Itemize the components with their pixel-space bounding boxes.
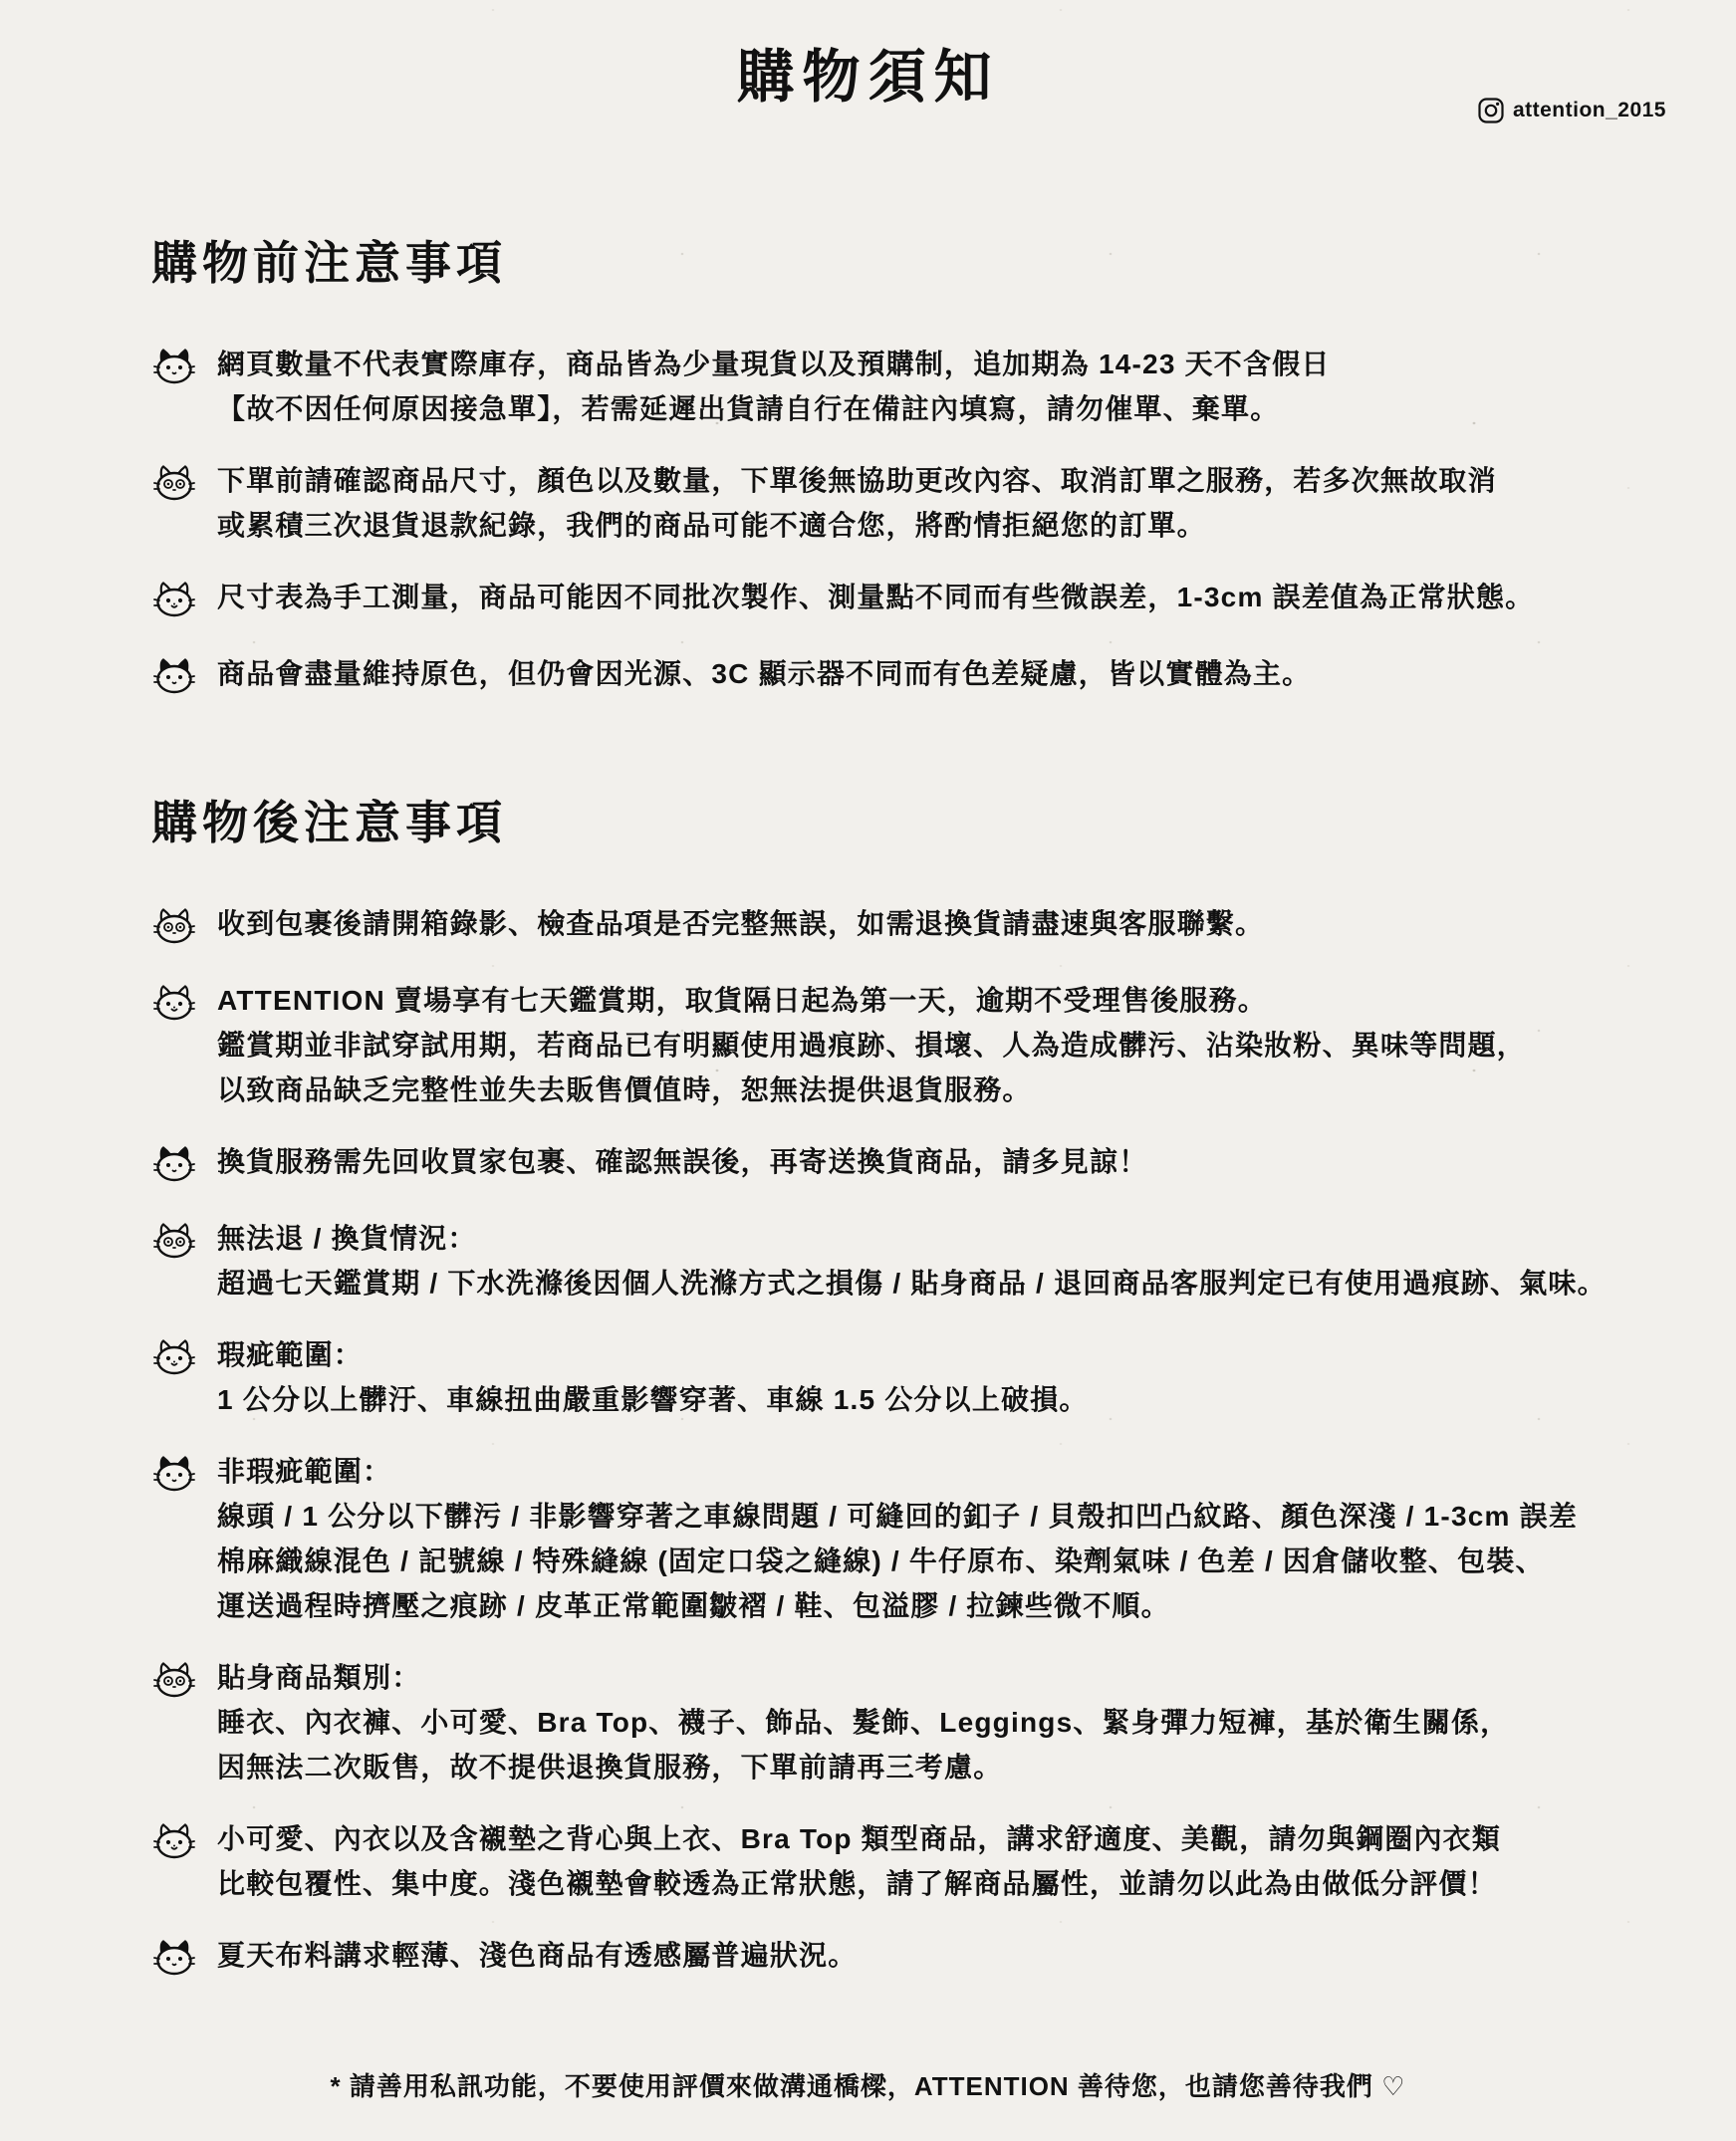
cat-plain-cat-face-icon — [151, 1335, 197, 1382]
cat-plain-cat-face-icon — [151, 578, 197, 624]
notice-item — [151, 1139, 1666, 1189]
notice-item — [151, 978, 1666, 1112]
cat-patch-ears-cat-face-icon — [151, 1452, 197, 1499]
notice-content — [0, 237, 1736, 1983]
notice-item — [151, 1332, 1666, 1422]
notice-section-1 — [151, 237, 1666, 701]
notice-item-text: 夏天布料講求輕薄、淺色商品有透感屬普遍狀況。 — [217, 1939, 858, 1971]
notice-item — [151, 1816, 1666, 1906]
notice-item-text: 非瑕疵範圍： 線頭 / 1 公分以下髒污 / 非影響穿著之車線問題 / 可縫回的釦子 / 貝殼扣凹凸紋路、顏色深淺 / 1-3cm 誤差 棉麻織線混色 / 記號線 / 特殊縫線 (固定口袋之縫線) / 牛仔原布、染劑氣味 / 色差 / 因倉儲收整、包裝、 運送過程時擠壓之痕跡 / 皮革正常範圍皺褶 / 鞋、包溢膠 / 拉鍊些微不順。 — [217, 1455, 1578, 1621]
notice-item — [151, 1655, 1666, 1789]
cat-plain-cat-face-icon — [151, 1819, 197, 1866]
notice-item — [151, 1933, 1666, 1983]
cat-patch-ears-cat-face-icon — [151, 1936, 197, 1983]
section-heading: 購物後注意事項 — [151, 796, 507, 848]
notice-item-text: 尺寸表為手工測量，商品可能因不同批次製作、測量點不同而有些微誤差，1-3cm 誤差值為正常狀態。 — [217, 581, 1535, 612]
notice-item-text: 收到包裹後請開箱錄影、檢查品項是否完整無誤，如需退換貨請盡速與客服聯繫。 — [217, 907, 1265, 939]
notice-item — [151, 1449, 1666, 1628]
notice-section-2 — [151, 797, 1666, 1983]
notice-item-text: 換貨服務需先回收買家包裹、確認無誤後，再寄送換貨商品，請多見諒！ — [217, 1145, 1148, 1177]
notice-item — [151, 1216, 1666, 1306]
cat-goggle-eyes-cat-face-icon — [151, 1219, 197, 1266]
notice-item-text: 商品會盡量維持原色，但仍會因光源、3C 顯示器不同而有色差疑慮，皆以實體為主。 — [217, 657, 1312, 689]
notice-item — [151, 342, 1666, 431]
cat-goggle-eyes-cat-face-icon — [151, 1658, 197, 1705]
notice-item — [151, 575, 1666, 624]
page-title: 購物須知 — [736, 45, 1000, 110]
cat-plain-cat-face-icon — [151, 981, 197, 1028]
notice-item — [151, 901, 1666, 951]
cat-goggle-eyes-cat-face-icon — [151, 904, 197, 951]
notice-item-text: 小可愛、內衣以及含襯墊之背心與上衣、Bra Top 類型商品，講求舒適度、美觀，請勿與鋼圈內衣類 比較包覆性、集中度。淺色襯墊會較透為正常狀態，請了解商品屬性，並請勿以此為由做低分評價！ — [217, 1822, 1502, 1899]
instagram-handle: attention_2015 — [1512, 99, 1666, 121]
notice-item-text: 無法退 / 換貨情況： 超過七天鑑賞期 / 下水洗滌後因個人洗滌方式之損傷 / 貼身商品 / 退回商品客服判定已有使用過痕跡、氣味。 — [217, 1222, 1607, 1299]
footer-note: * 請善用私訊功能，不要使用評價來做溝通橋樑，ATTENTION 善待您，也請您善待我們 ♡ — [330, 2070, 1406, 2101]
notice-item-text: 瑕疵範圍： 1 公分以上髒汙、車線扭曲嚴重影響穿著、車線 1.5 公分以上破損。 — [217, 1338, 1089, 1415]
cat-patch-ears-cat-face-icon — [151, 345, 197, 391]
cat-patch-ears-cat-face-icon — [151, 1142, 197, 1189]
notice-item-text: 網頁數量不代表實際庫存，商品皆為少量現貨以及預購制，追加期為 14-23 天不含假日 【故不因任何原因接急單】，若需延遲出貨請自行在備註內填寫，請勿催單、棄單。 — [217, 348, 1331, 424]
notice-item-text: 下單前請確認商品尺寸，顏色以及數量，下單後無協助更改內容、取消訂單之服務，若多次無故取消 或累積三次退貨退款紀錄，我們的商品可能不適合您，將酌情拒絕您的訂單。 — [217, 464, 1497, 541]
notice-item — [151, 651, 1666, 701]
instagram-icon — [1478, 98, 1504, 123]
section-heading: 購物前注意事項 — [151, 236, 507, 289]
cat-patch-ears-cat-face-icon — [151, 654, 197, 701]
instagram-badge — [1478, 98, 1666, 123]
notice-item-text: ATTENTION 賣場享有七天鑑賞期，取貨隔日起為第一天，逾期不受理售後服務。 鑑賞期並非試穿試用期，若商品已有明顯使用過痕跡、損壞、人為造成髒污、沾染妝粉、異味等問題， 以致商品缺乏完整性並失去販售價值時，恕無法提供退貨服務。 — [217, 984, 1527, 1105]
cat-goggle-eyes-cat-face-icon — [151, 461, 197, 508]
notice-item-text: 貼身商品類別： 睡衣、內衣褲、小可愛、Bra Top、襪子、飾品、髮飾、Leggings、緊身彈力短褲，基於衛生關係， 因無法二次販售，故不提供退換貨服務，下單前請再三考慮。 — [217, 1661, 1510, 1783]
notice-item — [151, 458, 1666, 548]
